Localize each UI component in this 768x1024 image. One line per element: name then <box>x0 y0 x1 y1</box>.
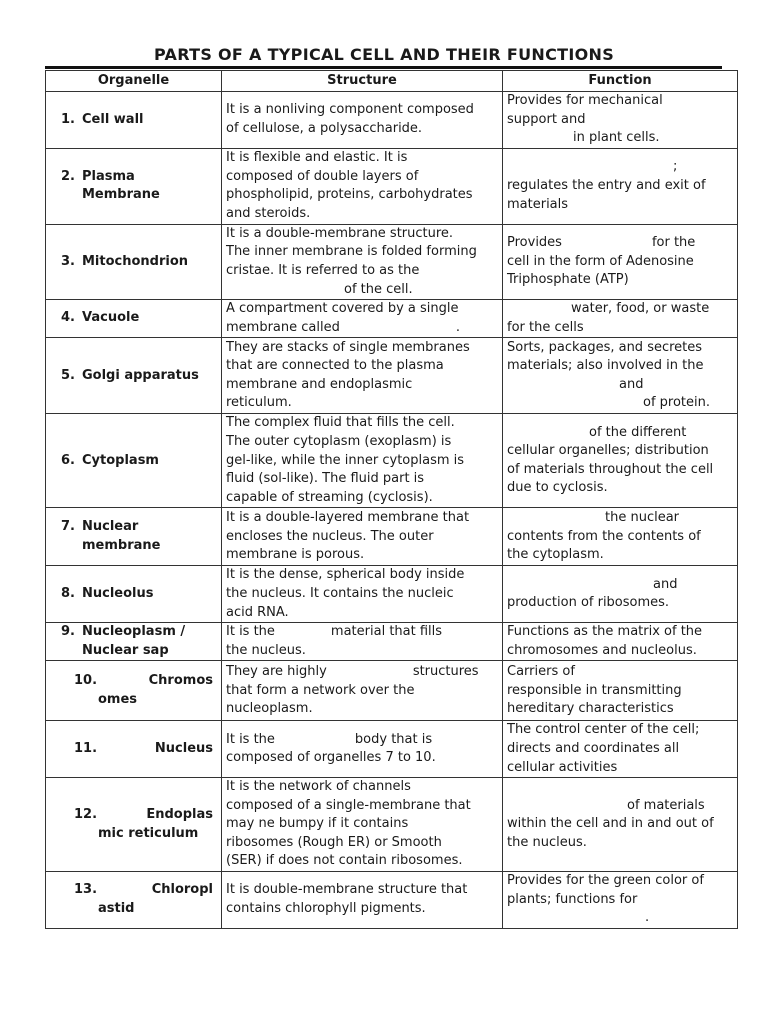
structure-text: structures <box>412 663 479 679</box>
function-line: water, food, or waste <box>571 301 710 317</box>
structure-line: of the cell. <box>344 281 413 297</box>
structure-cell <box>222 224 503 299</box>
table-row <box>46 623 738 661</box>
table-row <box>46 148 738 224</box>
function-line: materials; also involved in the <box>507 358 704 374</box>
function-line: Triphosphate (ATP) <box>507 272 629 288</box>
function-line: regulates the entry and exit of <box>507 177 706 193</box>
structure-line: composed of organelles 7 to 10. <box>226 750 436 766</box>
function-cell <box>503 414 738 508</box>
function-text: for the <box>651 235 696 251</box>
structure-line: nucleoplasm. <box>226 701 313 717</box>
organelle-cell <box>46 224 222 299</box>
function-line: Provides for mechanical <box>507 93 663 108</box>
function-line: for the cells <box>507 319 584 335</box>
function-line: ; <box>673 159 678 175</box>
function-line: of materials <box>627 797 705 813</box>
structure-line: contains chlorophyll pigments. <box>226 900 426 916</box>
header-structure: Structure <box>222 71 503 92</box>
organelle-name: Golgi apparatus <box>82 367 199 383</box>
function-cell <box>503 623 738 661</box>
function-line: responsible in transmitting <box>507 682 682 698</box>
structure-text: material that fills <box>330 624 443 640</box>
organelle-name-continued: astid <box>98 900 135 916</box>
organelle-cell <box>46 661 222 721</box>
function-cell <box>503 872 738 929</box>
title-underline <box>45 66 722 69</box>
function-cell <box>503 566 738 623</box>
structure-line: that form a network over the <box>226 682 415 698</box>
structure-line: phospholipid, proteins, carbohydrates <box>226 187 473 203</box>
structure-cell <box>222 661 503 721</box>
table-row <box>46 778 738 872</box>
organelle-cell <box>46 566 222 623</box>
structure-line: membrane and endoplasmic <box>226 376 413 392</box>
structure-line: The outer cytoplasm (exoplasm) is <box>226 433 452 449</box>
table-row <box>46 224 738 299</box>
organelle-cell <box>46 872 222 929</box>
row-number: 5. <box>61 367 75 383</box>
organelle-cell <box>46 338 222 414</box>
structure-line: membrane is porous. <box>226 547 365 563</box>
row-number: 6. <box>61 452 75 468</box>
function-line: plants; functions for <box>507 891 638 907</box>
function-line: support and <box>507 111 586 127</box>
structure-line: It is the network of channels <box>226 779 411 795</box>
structure-cell <box>222 300 503 338</box>
organelle-name-continued: mic reticulum <box>98 825 199 841</box>
function-cell <box>503 508 738 566</box>
structure-cell <box>222 508 503 566</box>
organelle-cell <box>46 92 222 149</box>
organelle-table <box>45 70 738 929</box>
function-line: and <box>619 376 644 392</box>
structure-cell <box>222 92 503 149</box>
structure-text: . <box>455 319 460 335</box>
structure-line: the nucleus. It contains the nucleic <box>226 585 454 601</box>
table-header-row <box>46 71 738 92</box>
table-row <box>46 92 738 149</box>
structure-line: It is the dense, spherical body inside <box>226 567 465 583</box>
function-cell <box>503 300 738 338</box>
row-number: 9. <box>61 624 75 640</box>
table-row <box>46 300 738 338</box>
organelle-name-continued: omes <box>98 691 138 707</box>
function-cell <box>503 338 738 414</box>
organelle-name: Mitochondrion <box>82 253 189 269</box>
table-row <box>46 414 738 508</box>
function-line: of materials throughout the cell <box>507 461 714 477</box>
organelle-name: Chloropl <box>151 882 213 898</box>
row-number: 7. <box>61 519 75 535</box>
organelle-name: Nucleus <box>154 740 213 756</box>
function-line: Provides for the green color of <box>507 873 704 889</box>
organelle-cell <box>46 300 222 338</box>
structure-line: encloses the nucleus. The outer <box>226 528 434 544</box>
header-organelle: Organelle <box>46 71 222 92</box>
function-line: production of ribosomes. <box>507 595 670 611</box>
structure-text: body that is <box>354 731 433 747</box>
function-line: cell in the form of Adenosine <box>507 253 694 269</box>
function-line: Sorts, packages, and secretes <box>507 339 703 355</box>
structure-cell <box>222 148 503 224</box>
organelle-name: Endoplas <box>146 806 213 822</box>
organelle-name: Cytoplasm <box>82 452 159 468</box>
organelle-cell <box>46 414 222 508</box>
table-row <box>46 721 738 778</box>
structure-text: It is the <box>226 731 275 747</box>
function-line: The control center of the cell; <box>507 722 700 738</box>
structure-line: fluid (sol-like). The fluid part is <box>226 471 425 487</box>
structure-text: It is the <box>226 624 275 640</box>
function-line: the nucleus. <box>507 834 587 850</box>
structure-line: It is double-membrane structure that <box>226 882 468 898</box>
structure-line: It is a double-layered membrane that <box>226 509 470 525</box>
organelle-name: Nuclear membrane <box>82 519 161 553</box>
function-cell <box>503 224 738 299</box>
organelle-cell <box>46 623 222 661</box>
function-text: Provides <box>507 235 562 251</box>
structure-line: reticulum. <box>226 395 292 411</box>
structure-line: They are stacks of single membranes <box>226 339 470 355</box>
table-row <box>46 661 738 721</box>
organelle-name: Nucleolus <box>82 585 154 601</box>
function-cell <box>503 92 738 149</box>
row-number: 10. <box>74 673 98 689</box>
function-line: hereditary characteristics <box>507 701 674 717</box>
function-line: within the cell and in and out of <box>507 816 714 832</box>
table-row <box>46 566 738 623</box>
structure-line: It is a double-membrane structure. <box>226 225 454 241</box>
table-row <box>46 872 738 929</box>
structure-line: It is flexible and elastic. It is <box>226 150 408 166</box>
function-line: of protein. <box>643 395 711 411</box>
structure-line: may ne bumpy if it contains <box>226 816 409 832</box>
structure-line: capable of streaming (cyclosis). <box>226 489 433 505</box>
row-number: 11. <box>74 740 98 756</box>
table-row <box>46 338 738 414</box>
structure-text: membrane called <box>226 319 340 335</box>
function-line: chromosomes and nucleolus. <box>507 642 697 658</box>
structure-line: ribosomes (Rough ER) or Smooth <box>226 834 442 850</box>
function-line: the nuclear <box>605 509 680 525</box>
structure-line: composed of double layers of <box>226 168 419 184</box>
function-line: cellular organelles; distribution <box>507 443 709 459</box>
structure-line: composed of a single-membrane that <box>226 797 471 813</box>
structure-line: A compartment covered by a single <box>226 301 459 317</box>
structure-cell <box>222 721 503 778</box>
structure-line: the nucleus. <box>226 642 306 658</box>
organelle-cell <box>46 148 222 224</box>
row-number: 2. <box>61 168 75 184</box>
function-line: materials <box>507 196 569 212</box>
page-title: PARTS OF A TYPICAL CELL AND THEIR FUNCTIONS <box>153 45 615 64</box>
structure-line: and steroids. <box>226 205 311 221</box>
organelle-name: Cell wall <box>82 111 144 127</box>
structure-cell <box>222 778 503 872</box>
structure-cell <box>222 566 503 623</box>
row-number: 8. <box>61 585 75 601</box>
organelle-name: Plasma Membrane <box>82 168 160 203</box>
structure-line: gel-like, while the inner cytoplasm is <box>226 452 465 468</box>
structure-line: of cellulose, a polysaccharide. <box>226 120 423 136</box>
function-cell <box>503 661 738 721</box>
function-line: . <box>645 910 650 926</box>
organelle-cell <box>46 508 222 566</box>
function-line: directs and coordinates all <box>507 740 680 756</box>
function-line: contents from the contents of <box>507 528 701 544</box>
function-line: Carriers of <box>507 663 575 679</box>
function-line: and <box>653 576 678 592</box>
structure-line: The complex fluid that fills the cell. <box>226 415 455 431</box>
function-line: in plant cells. <box>573 130 660 146</box>
row-number: 12. <box>74 806 98 822</box>
row-number: 4. <box>61 310 75 326</box>
organelle-cell <box>46 721 222 778</box>
function-line: the cytoplasm. <box>507 547 604 563</box>
structure-line: (SER) if does not contain ribosomes. <box>226 853 463 869</box>
row-number: 3. <box>61 253 75 269</box>
structure-line: cristae. It is referred to as the <box>226 262 420 278</box>
function-line: due to cyclosis. <box>507 480 608 496</box>
structure-cell <box>222 338 503 414</box>
row-number: 13. <box>74 882 98 898</box>
structure-line: The inner membrane is folded forming <box>226 244 477 260</box>
table-row <box>46 508 738 566</box>
structure-line: that are connected to the plasma <box>226 358 444 374</box>
function-line: of the different <box>589 424 687 440</box>
structure-line: acid RNA. <box>226 604 289 620</box>
structure-text: They are highly <box>226 663 327 679</box>
structure-cell <box>222 414 503 508</box>
header-function: Function <box>503 71 738 92</box>
function-line: cellular activities <box>507 759 618 775</box>
organelle-cell <box>46 778 222 872</box>
function-cell <box>503 778 738 872</box>
organelle-name: Vacuole <box>82 310 140 326</box>
function-cell <box>503 721 738 778</box>
organelle-name: Chromos <box>148 673 213 689</box>
structure-cell <box>222 872 503 929</box>
structure-line: It is a nonliving component composed <box>226 102 474 118</box>
function-line: Functions as the matrix of the <box>507 624 703 640</box>
structure-cell <box>222 623 503 661</box>
organelle-name: Nucleoplasm / Nuclear sap <box>82 624 186 658</box>
function-cell <box>503 148 738 224</box>
row-number: 1. <box>61 111 75 127</box>
